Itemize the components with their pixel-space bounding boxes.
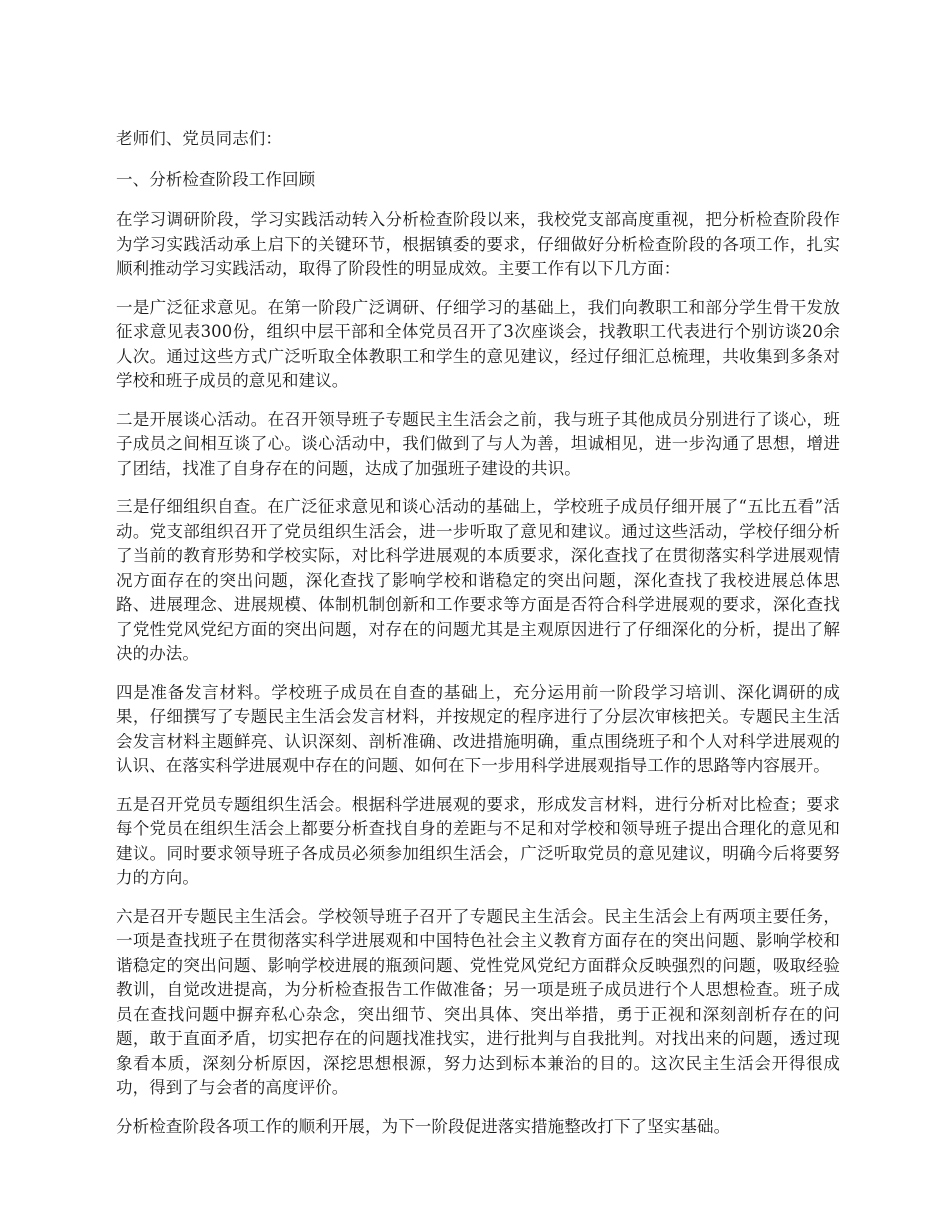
paragraph-self-inspection: 三是仔细组织自查。在广泛征求意见和谈心活动的基础上，学校班子成员仔细开展了“五比五看”活动。党支部组织召开了党员组织生活会，进一步听取了意见和建议。通过这些活动，学校仔细分析了当前的教育形势和学校实际，对比科学进展观的本质要求，深化查找了在贯彻落实科学进展观情况方面存在的突出问题，深化查找了影响学校和谐稳定的突出问题，深化查找了我校进展总体思路、进展理念、进展规模、体制机制创新和工作要求等方面是否符合科学进展观的要求，深化查找了党性党风党纪方面的突出问题，对存在的问题尤其是主观原因进行了仔细深化的分析，提出了解决的办法。 <box>116 497 840 663</box>
paragraph-intro: 在学习调研阶段，学习实践活动转入分析检查阶段以来，我校党支部高度重视，把分析检查阶段作为学习实践活动承上启下的关键环节，根据镇委的要求，仔细做好分析检查阶段的各项工作，扎实顺利推动学习实践活动，取得了阶段性的明显成效。主要工作有以下几方面： <box>116 210 840 278</box>
document-body <box>116 127 840 1153</box>
paragraph-speech-materials: 四是准备发言材料。学校班子成员在自查的基础上，充分运用前一阶段学习培训、深化调研的成果，仔细撰写了专题民主生活会发言材料，并按规定的程序进行了分层次审核把关。专题民主生活会发言材料主题鲜亮、认识深刻、剖析准确、改进措施明确，重点围绕班子和个人对科学进展观的认识、在落实科学进展观中存在的问题、如何在下一步用科学进展观指导工作的思路等内容展开。 <box>116 682 840 775</box>
salutation: 老师们、党员同志们： <box>116 129 282 148</box>
paragraph-party-meeting: 五是召开党员专题组织生活会。根据科学进展观的要求，形成发言材料，进行分析对比检查；要求每个党员在组织生活会上都要分析查找自身的差距与不足和对学校和领导班子提出合理化的意见和建议。同时要求领导班子各成员必须参加组织生活会，广泛听取党员的意见建议，明确今后将要努力的方向。 <box>116 794 840 887</box>
paragraph-conclusion: 分析检查阶段各项工作的顺利开展，为下一阶段促进落实措施整改打下了坚实基础。 <box>116 1116 731 1136</box>
paragraph-heart-to-heart: 二是开展谈心活动。在召开领导班子专题民主生活会之前，我与班子其他成员分别进行了谈心，班子成员之间相互谈了心。谈心活动中，我们做到了与人为善，坦诚相见，进一步沟通了思想，增进了团结，找准了自身存在的问题，达成了加强班子建设的共识。 <box>116 409 840 478</box>
paragraph-solicit-opinions: 一是广泛征求意见。在第一阶段广泛调研、仔细学习的基础上，我们向教职工和部分学生骨干发放征求意见表300份，组织中层干部和全体党员召开了3次座谈会，找教职工代表进行个别访谈20余人次。通过这些方式广泛听取全体教职工和学生的意见建议，经过仔细汇总梳理，共收集到多条对学校和班子成员的意见和建议。 <box>116 297 840 390</box>
section-heading: 一、分析检查阶段工作回顾 <box>116 169 316 189</box>
paragraph-democratic-meeting: 六是召开专题民主生活会。学校领导班子召开了专题民主生活会。民主生活会上有两项主要任务，一项是查找班子在贯彻落实科学进展观和中国特色社会主义教育方面存在的突出问题、影响学校和谐稳定的突出问题、影响学校进展的瓶颈问题、党性党风党纪方面群众反映强烈的问题，吸取经验教训，自觉改进提高，为分析检查报告工作做准备；另一项是班子成员进行个人思想检查。班子成员在查找问题中摒弃私心杂念，突出细节、突出具体、突出举措，勇于正视和深刻剖析存在的问题，敢于直面矛盾，切实把存在的问题找准找实，进行批判与自我批判。对找出来的问题，透过现象看本质，深刻分析原因，深挖思想根源，努力达到标本兼治的目的。这次民主生活会开得很成功，得到了与会者的高度评价。 <box>116 906 840 1097</box>
